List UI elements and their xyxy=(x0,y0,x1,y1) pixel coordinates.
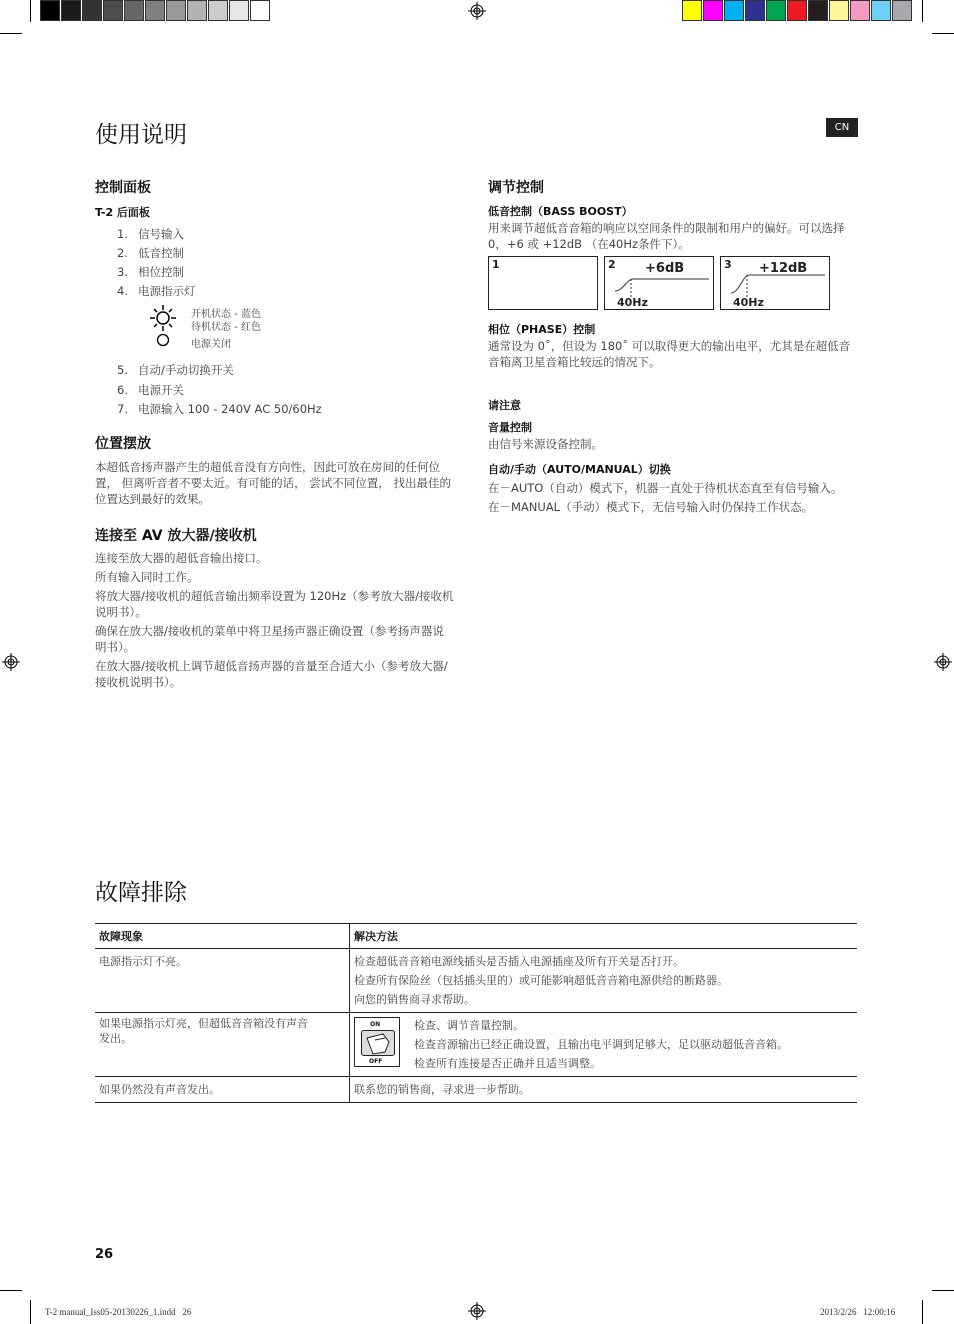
text-line: 0，+6 或 +12dB （在40Hz条件下）。 xyxy=(488,237,690,251)
color-swatch xyxy=(808,0,828,21)
placement-heading: 位置摆放 xyxy=(95,436,151,452)
text-line: 检查所有保险丝（包括插头里的）或可能影响超低音音箱电源供给的断路器。 xyxy=(354,974,728,987)
text-line: 电源指示灯不亮。 xyxy=(99,955,187,968)
list-item: 6. 电源开关 xyxy=(117,383,184,397)
crop-mark xyxy=(922,0,923,22)
gray-swatch xyxy=(61,0,81,21)
crop-mark xyxy=(932,1290,954,1291)
gray-swatch xyxy=(82,0,102,21)
crop-mark xyxy=(30,1300,31,1324)
registration-mark-icon xyxy=(468,2,486,20)
symptom-cell xyxy=(95,1013,350,1077)
text-line: 音箱离卫星音箱比较远的情况下。 xyxy=(488,355,661,369)
gray-swatch xyxy=(229,0,249,21)
indicator-off-text: 电源关闭 xyxy=(191,339,231,350)
text-line: 位置达到最好的效果。 xyxy=(95,492,210,506)
frequency-label: 40Hz xyxy=(733,296,764,309)
list-item: 7. 电源输入 100 - 240V AC 50/60Hz xyxy=(117,402,322,416)
text-line: 明书）。 xyxy=(95,640,136,654)
list-item: 3. 相位控制 xyxy=(117,265,184,279)
connect-heading: 连接至 AV 放大器/接收机 xyxy=(95,528,257,544)
crop-mark xyxy=(0,33,22,34)
troubleshoot-table xyxy=(95,923,857,1103)
frequency-label: 40Hz xyxy=(617,296,648,309)
text-line: 用来调节超低音音箱的响应以空间条件的限制和用户的偏好。可以选择 xyxy=(488,221,845,235)
adjust-heading: 调节控制 xyxy=(488,180,544,196)
gray-swatch xyxy=(250,0,270,21)
gray-swatch xyxy=(166,0,186,21)
color-swatch xyxy=(766,0,786,21)
page-title: 使用说明 xyxy=(95,122,187,148)
bass-setting-panel-1 xyxy=(488,256,598,310)
color-swatch xyxy=(892,0,912,21)
text-line: 将放大器/接收机的超低音输出频率设置为 120Hz（参考放大器/接收机 xyxy=(95,589,454,603)
note-title: 请注意 xyxy=(488,399,521,412)
column-header-solution: 解决方法 xyxy=(350,924,858,949)
auto-manual-title: 自动/手动（AUTO/MANUAL）切换 xyxy=(488,463,671,476)
control-panel-heading: 控制面板 xyxy=(95,180,151,196)
text-line: 确保在放大器/接收机的菜单中将卫星扬声器正确设置（参考扬声器说 xyxy=(95,624,444,638)
bass-setting-panel-3 xyxy=(720,256,830,310)
text-line: 所有输入同时工作。 xyxy=(95,570,199,584)
text-line: 如果仍然没有声音发出。 xyxy=(99,1083,220,1096)
text-line: 联系您的销售商，寻求进一步帮助。 xyxy=(354,1083,530,1096)
symptom-cell xyxy=(95,949,350,1013)
crop-mark xyxy=(922,1300,923,1324)
gray-swatch xyxy=(40,0,60,21)
registration-mark-icon xyxy=(468,1302,486,1320)
panel-number: 2 xyxy=(608,258,616,271)
gray-swatch xyxy=(208,0,228,21)
text-line: 检查、调节音量控制。 xyxy=(414,1019,524,1032)
table-row xyxy=(95,1077,857,1103)
slug-filename: T-2 manual_Iss05-20130226_1.indd 26 xyxy=(45,1307,192,1317)
power-light-on-icon xyxy=(147,305,179,331)
text-line: 如果电源指示灯亮，但超低音音箱没有声音 xyxy=(99,1017,308,1030)
text-line: 在放大器/接收机上调节超低音扬声器的音量至合适大小（参考放大器/ xyxy=(95,659,448,673)
phase-body xyxy=(488,338,868,370)
registration-mark-icon xyxy=(934,653,952,671)
page-number: 26 xyxy=(95,1247,114,1262)
boost-level: +6dB xyxy=(645,261,685,276)
switch-off-label: OFF xyxy=(369,1058,383,1065)
indicator-on-text: 开机状态 - 蓝色 xyxy=(191,309,261,320)
placement-body xyxy=(95,459,475,507)
text-line: 向您的销售商寻求帮助。 xyxy=(354,993,475,1006)
boost-level: +12dB xyxy=(759,261,808,276)
troubleshoot-title: 故障排除 xyxy=(95,880,187,906)
color-swatch xyxy=(850,0,870,21)
color-swatch xyxy=(703,0,723,21)
connect-body xyxy=(95,550,475,693)
gray-swatch xyxy=(124,0,144,21)
table-row xyxy=(95,949,857,1013)
text-line: 检查所有连接是否正确并且适当调整。 xyxy=(414,1057,601,1070)
text-line: 置， 但离听音者不要太近。有可能的话， 尝试不同位置， 找出最佳的 xyxy=(95,476,451,490)
slug-timestamp: 2013/2/26 12:00:16 xyxy=(820,1307,896,1317)
list-item: 5. 自动/手动切换开关 xyxy=(117,363,234,377)
text-line: 通常设为 0˚，但设为 180˚ 可以取得更大的输出电平，尤其是在超低音 xyxy=(488,339,851,353)
panel-number: 1 xyxy=(492,258,500,271)
text-line: 发出。 xyxy=(99,1032,132,1045)
gray-swatch xyxy=(103,0,123,21)
text-line: 说明书）。 xyxy=(95,605,147,619)
auto-manual-body xyxy=(488,479,888,517)
switch-on-label: ON xyxy=(370,1021,381,1028)
bass-boost-body xyxy=(488,220,868,252)
solution-cell xyxy=(350,1013,858,1077)
volume-body: 由信号来源设备控制。 xyxy=(488,437,603,451)
table-header-row xyxy=(95,924,857,949)
solution-cell xyxy=(350,949,858,1013)
crop-mark xyxy=(30,0,31,22)
volume-title: 音量控制 xyxy=(488,421,532,434)
color-swatch xyxy=(745,0,765,21)
text-line: 检查超低音音箱电源线插头是否插入电源插座及所有开关是否打开。 xyxy=(354,955,684,968)
solution-cell xyxy=(350,1077,858,1103)
text-line: 连接至放大器的超低音输出接口。 xyxy=(95,551,268,565)
color-swatch xyxy=(724,0,744,21)
text-line: 在－AUTO（自动）模式下，机器一直处于待机状态直至有信号输入。 xyxy=(488,481,843,495)
color-swatch xyxy=(829,0,849,21)
rear-panel-subheading: T-2 后面板 xyxy=(95,206,150,219)
text-line: 接收机说明书）。 xyxy=(95,675,182,689)
table-row xyxy=(95,1013,857,1077)
indicator-standby-text: 待机状态 - 红色 xyxy=(191,322,261,333)
color-swatch xyxy=(787,0,807,21)
registration-mark-icon xyxy=(2,653,20,671)
boost-curve-icon xyxy=(731,271,825,297)
text-line: 在－MANUAL（手动）模式下，无信号输入时仍保持工作状态。 xyxy=(488,500,814,514)
power-light-off-icon xyxy=(156,333,170,347)
bass-setting-panel-2 xyxy=(604,256,714,310)
bass-boost-title: 低音控制（BASS BOOST） xyxy=(488,205,633,218)
crop-mark xyxy=(0,1290,22,1291)
power-switch-icon xyxy=(354,1017,400,1067)
gray-swatch xyxy=(187,0,207,21)
text-line: 本超低音扬声器产生的超低音没有方向性，因此可放在房间的任何位 xyxy=(95,460,440,474)
list-item: 1. 信号输入 xyxy=(117,227,184,241)
column-header-symptom: 故障现象 xyxy=(95,924,350,949)
phase-title: 相位（PHASE）控制 xyxy=(488,323,596,336)
list-item: 2. 低音控制 xyxy=(117,246,184,260)
boost-curve-icon xyxy=(615,275,709,297)
panel-number: 3 xyxy=(724,258,732,271)
symptom-cell xyxy=(95,1077,350,1103)
language-badge: CN xyxy=(826,118,858,137)
color-swatch xyxy=(871,0,891,21)
color-swatch xyxy=(682,0,702,21)
list-item: 4. 电源指示灯 xyxy=(117,284,196,298)
crop-mark xyxy=(932,33,954,34)
gray-swatch xyxy=(145,0,165,21)
text-line: 检查音源输出已经正确设置，且输出电平调到足够大，足以驱动超低音音箱。 xyxy=(414,1038,788,1051)
